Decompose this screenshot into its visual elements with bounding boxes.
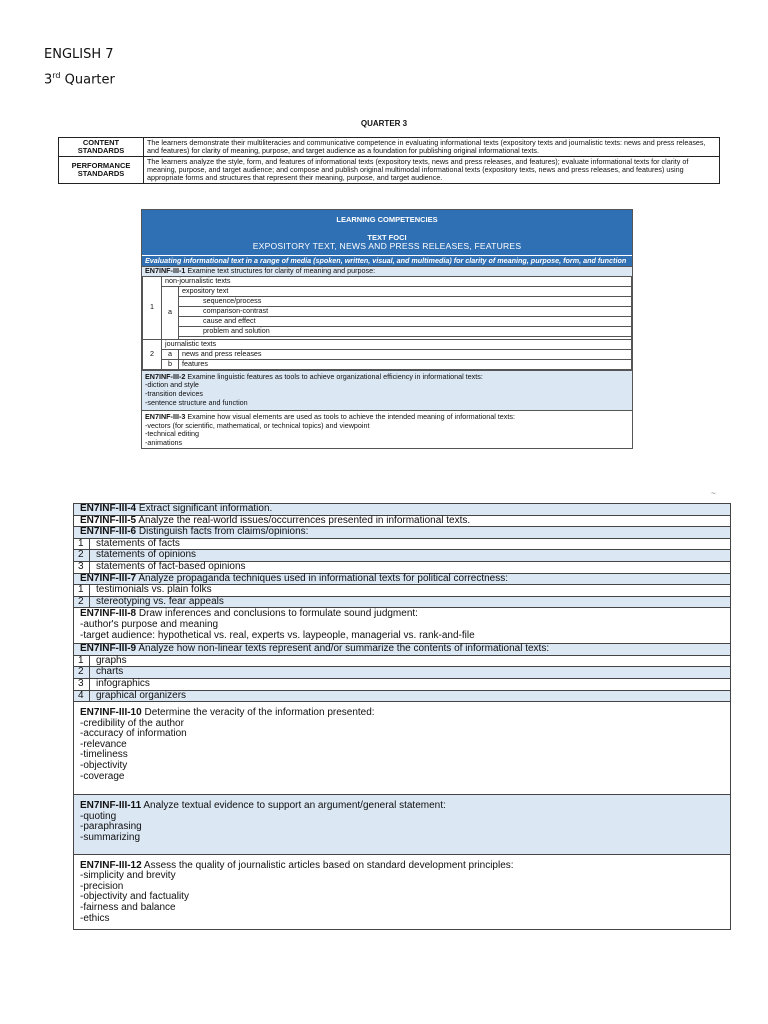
- text-foci-label: TEXT FOCI: [367, 232, 407, 242]
- quarter-ordinal: rd: [52, 71, 61, 80]
- competency-code: EN7INF-III-10: [80, 707, 142, 719]
- subject-title: ENGLISH 7: [44, 47, 114, 62]
- structure-item: problem and solution: [179, 326, 632, 336]
- list-item: [74, 678, 730, 690]
- item-number: 3: [74, 562, 90, 573]
- competency-2: [142, 370, 632, 410]
- competency-subitem: -objectivity and factuality: [80, 891, 189, 903]
- competency-text: Analyze how non-linear texts represent and/or summarize the contents of informational texts:: [136, 643, 550, 655]
- competency-code: EN7INF-III-4: [80, 503, 137, 514]
- competency-10: [74, 701, 730, 794]
- list-item: [74, 561, 730, 573]
- competency-subitem: -diction and style: [145, 380, 199, 390]
- competencies-heading: LEARNING COMPETENCIES: [336, 215, 438, 224]
- list-item: [74, 584, 730, 596]
- item-number: 3: [74, 679, 90, 690]
- structure-item: cause and effect: [179, 316, 632, 326]
- expository-label: expository text: [179, 286, 632, 296]
- content-standards-text: The learners demonstrate their multiliteracies and communicative competence in evaluating informational texts (expository texts and journalistic texts: news and press releases, and features) for clarity of meaning, purpose, and target audience as a foundation for publishing original informational texts.: [144, 138, 720, 157]
- competency-subitem: -simplicity and brevity: [80, 870, 176, 882]
- competency-subitem: -paraphrasing: [80, 821, 142, 833]
- competency-subitem: -fairness and balance: [80, 902, 176, 913]
- competency-text: Analyze the real-world issues/occurrences presented in informational texts.: [136, 514, 471, 526]
- competency-code: EN7INF-III-5: [80, 514, 137, 526]
- competency-7: [74, 573, 730, 585]
- item-number: 1: [74, 656, 90, 667]
- competency-subitem: -author's purpose and meaning: [80, 618, 219, 630]
- competency-subitem: -animations: [145, 437, 183, 447]
- performance-standards-text: The learners analyze the style, form, and features of informational texts (expository texts, news and press releases, and features); evaluate informational texts for clarity of meaning, purpose, and target audience; and compose and publish original multimodal informational texts (expository texts, news and press releases, and features) using appropriate forms and structures that represent their meaning, purpose, and target audience.: [144, 157, 720, 184]
- competency-subitem: -credibility of the author: [80, 717, 184, 729]
- journalistic-item: features: [179, 359, 632, 369]
- competency-3: [142, 410, 632, 447]
- competency-subitem: -summarizing: [80, 832, 141, 844]
- list-item: [74, 549, 730, 561]
- competency-1: [142, 266, 632, 276]
- item-text: statements of fact-based opinions: [96, 560, 246, 572]
- item-number: 1: [74, 585, 90, 596]
- item-number: 1: [74, 539, 90, 550]
- competency-4: [74, 504, 730, 515]
- sub-letter: a: [162, 349, 179, 359]
- competency-text: Analyze textual evidence to support an argument/general statement:: [141, 800, 446, 812]
- item-text: testimonials vs. plain folks: [96, 584, 212, 596]
- item-text: charts: [96, 666, 124, 678]
- list-item: [74, 690, 730, 702]
- competency-subitem: -coverage: [80, 770, 125, 782]
- performance-standards-row: [59, 157, 720, 184]
- item-text: graphs: [96, 654, 127, 666]
- quarter-word: Quarter: [60, 72, 115, 88]
- competency-12: [74, 854, 730, 930]
- competency-subitem: -transition devices: [145, 388, 203, 398]
- competency-text: Examine how visual elements are used as tools to achieve the intended meaning of informational texts:: [185, 412, 515, 422]
- non-journalistic-label: non-journalistic texts: [162, 276, 632, 286]
- content-standards-row: [59, 138, 720, 157]
- quarter-title: [44, 67, 115, 88]
- text-structures-table: [142, 276, 632, 370]
- competency-text: Extract significant information.: [136, 503, 273, 514]
- competency-subitem: -accuracy of information: [80, 728, 187, 740]
- competency-subitem: -quoting: [80, 810, 117, 822]
- competency-subitem: -ethics: [80, 912, 110, 924]
- competency-9: [74, 643, 730, 655]
- item-text: graphical organizers: [96, 689, 187, 701]
- competency-subitem: -target audience: hypothetical vs. real, experts vs. laypeople, managerial vs. rank-and-file: [80, 629, 475, 641]
- competency-subitem: -sentence structure and function: [145, 397, 248, 407]
- quarter-heading: QUARTER 3: [360, 119, 408, 128]
- item-number: 2: [74, 597, 90, 608]
- list-item: [74, 655, 730, 667]
- text-foci-value: EXPOSITORY TEXT, NEWS AND PRESS RELEASES, FEATURES: [252, 241, 522, 252]
- competency-subitem: -timeliness: [80, 749, 128, 761]
- structure-item: comparison-contrast: [179, 306, 632, 316]
- competency-code: EN7INF-III-3: [145, 412, 186, 422]
- competency-5: [74, 515, 730, 527]
- competency-11: [74, 794, 730, 853]
- item-text: stereotyping vs. fear appeals: [96, 595, 224, 607]
- item-number: 2: [74, 667, 90, 678]
- competency-text: Examine linguistic features as tools to achieve organizational efficiency in informational texts:: [185, 371, 483, 381]
- list-item: [74, 538, 730, 550]
- competency-subitem: -technical editing: [145, 429, 199, 439]
- competency-code: EN7INF-III-2: [145, 371, 186, 381]
- content-standards-label: CONTENT STANDARDS: [59, 138, 144, 157]
- journalistic-label: journalistic texts: [162, 339, 632, 349]
- competency-subitem: -objectivity: [80, 760, 128, 772]
- competencies-header: [142, 210, 632, 255]
- learning-competencies-block: [141, 209, 633, 449]
- item-text: infographics: [96, 677, 150, 689]
- journalistic-item: news and press releases: [179, 349, 632, 359]
- competency-text: Draw inferences and conclusions to formulate sound judgment:: [136, 608, 418, 620]
- list-item: [74, 596, 730, 608]
- competency-6: [74, 526, 730, 538]
- competency-code: EN7INF-III-1: [145, 266, 186, 276]
- competencies-continued-table: [73, 503, 731, 930]
- item-text: statements of opinions: [96, 549, 197, 561]
- item-number: 2: [143, 339, 162, 369]
- competency-subitem: -relevance: [80, 738, 127, 750]
- sub-letter: a: [162, 286, 179, 339]
- competency-text: Determine the veracity of the information presented:: [141, 707, 375, 719]
- competency-code: EN7INF-III-7: [80, 572, 137, 584]
- competency-code: EN7INF-III-12: [80, 859, 142, 871]
- item-number: 4: [74, 691, 90, 702]
- evaluating-statement: Evaluating informational text in a range of media (spoken, written, visual, and multimedia) for clarity of meaning, purpose, form, and function: [142, 255, 632, 266]
- competency-8: [74, 607, 730, 643]
- page-mark: ~: [711, 489, 716, 498]
- quarter-number: 3: [44, 72, 53, 88]
- performance-standards-label: PERFORMANCE STANDARDS: [59, 157, 144, 184]
- competency-text: Assess the quality of journalistic articles based on standard development principles:: [141, 859, 514, 871]
- standards-table: [58, 137, 720, 184]
- list-item: [74, 666, 730, 678]
- competency-subitem: -precision: [80, 880, 124, 892]
- competency-text: Examine text structures for clarity of meaning and purpose:: [185, 266, 376, 276]
- competency-text: Analyze propaganda techniques used in informational texts for political correctness:: [136, 572, 509, 584]
- structure-item: sequence/process: [179, 296, 632, 306]
- competency-code: EN7INF-III-11: [80, 800, 142, 812]
- item-number: 2: [74, 550, 90, 561]
- competency-code: EN7INF-III-6: [80, 526, 137, 538]
- sub-letter: b: [162, 359, 179, 369]
- competency-code: EN7INF-III-8: [80, 608, 137, 620]
- competency-text: Distinguish facts from claims/opinions:: [136, 526, 309, 538]
- item-text: statements of facts: [96, 537, 180, 549]
- competency-subitem: -vectors (for scientific, mathematical, or technical topics) and viewpoint: [145, 420, 370, 430]
- item-number: 1: [143, 276, 162, 339]
- competency-code: EN7INF-III-9: [80, 643, 137, 655]
